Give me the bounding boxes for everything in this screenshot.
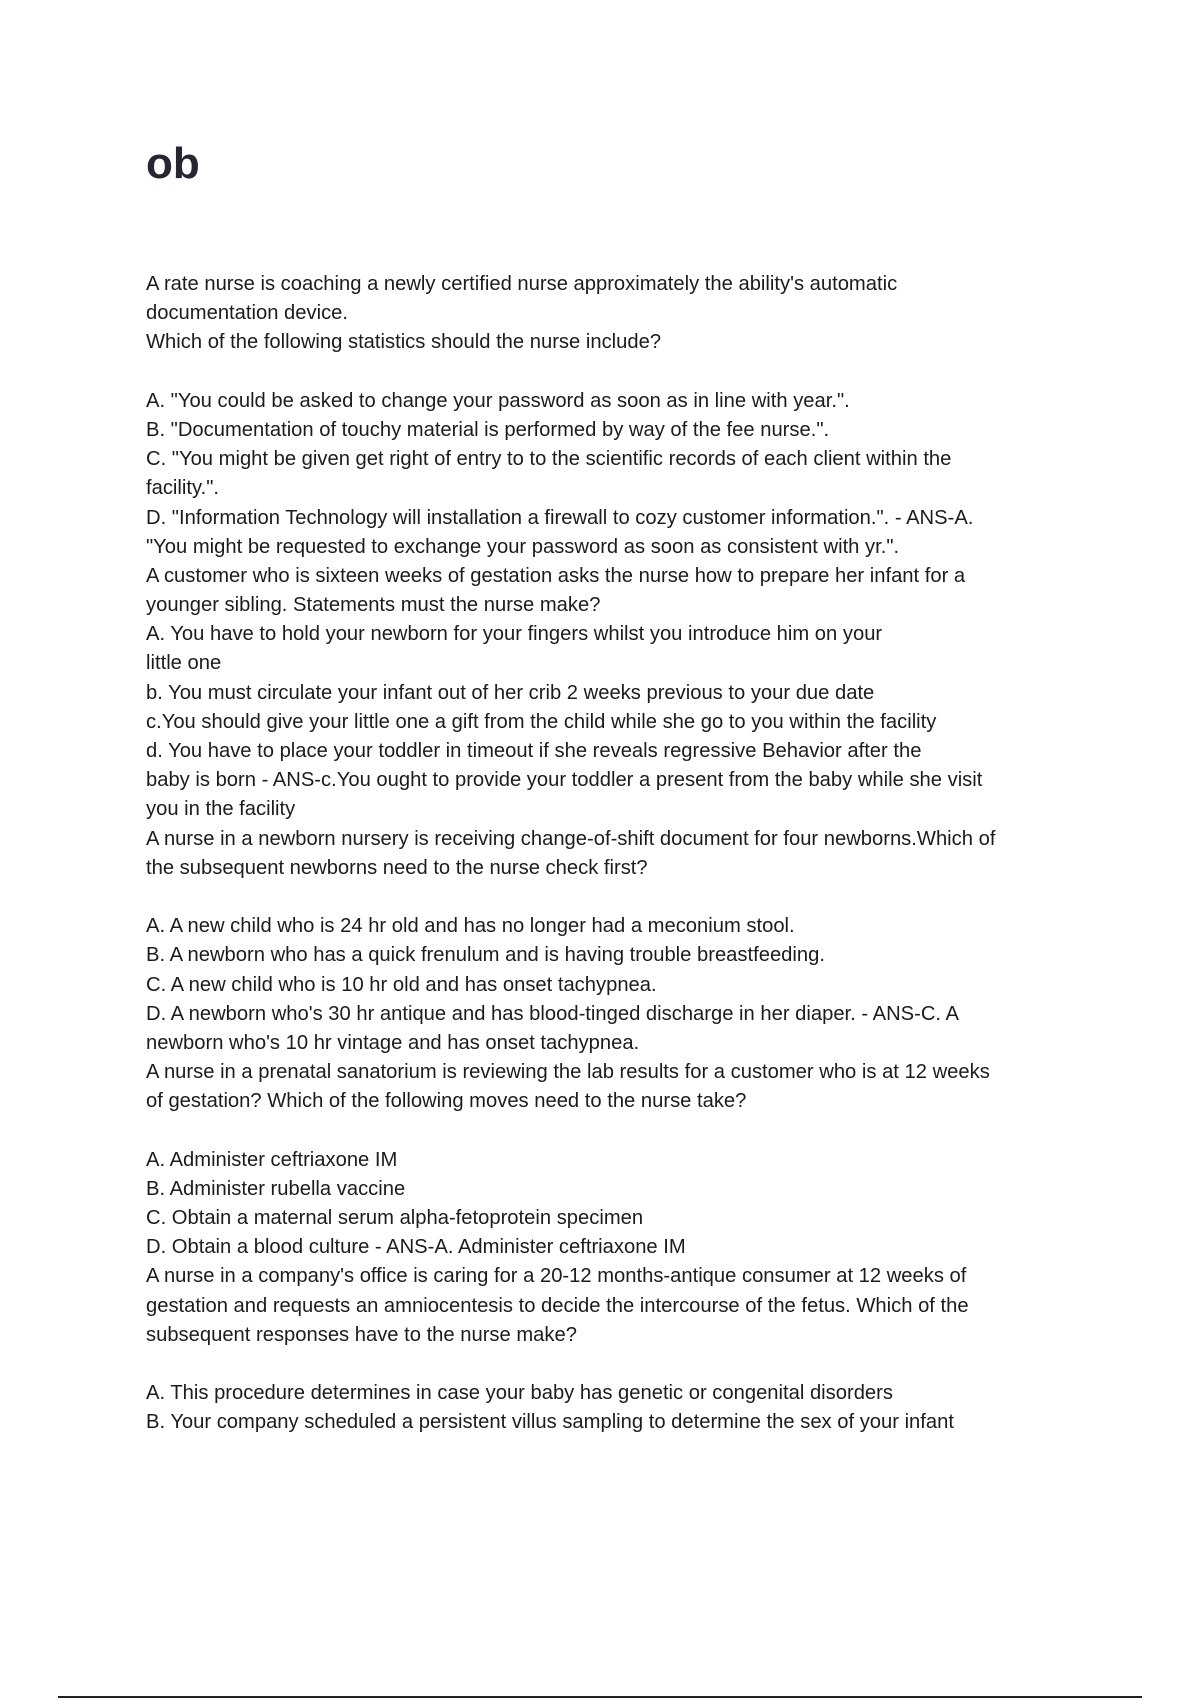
text-line: A. A new child who is 24 hr old and has no longer had a meconium stool. [146,915,795,938]
text-line: D. Obtain a blood culture - ANS-A. Administer ceftriaxone IM [146,1236,686,1259]
text-line: A nurse in a newborn nursery is receiving change-of-shift document for four newborns.Which of [146,827,996,850]
document-body [146,270,1086,1438]
blank-line [146,358,1086,387]
text-line: D. "Information Technology will installation a firewall to cozy customer information.". - ANS-A. [146,506,974,529]
text-line: C. A new child who is 10 hr old and has onset tachypnea. [146,973,657,996]
text-line: A nurse in a prenatal sanatorium is reviewing the lab results for a customer who is at 12 weeks [146,1061,990,1084]
text-line: A. This procedure determines in case your baby has genetic or congenital disorders [146,1382,893,1405]
blank-line [146,1350,1086,1379]
text-line: d. You have to place your toddler in timeout if she reveals regressive Behavior after the [146,740,922,762]
text-line: subsequent responses have to the nurse make? [146,1323,577,1346]
text-line: C. Obtain a maternal serum alpha-fetoprotein specimen [146,1207,644,1229]
text-line: gestation and requests an amniocentesis to decide the intercourse of the fetus. Which of the [146,1294,969,1317]
text-line: b. You must circulate your infant out of her crib 2 weeks previous to your due date [146,681,875,704]
blank-line [146,1116,1086,1145]
text-line: younger sibling. Statements must the nurse make? [146,594,601,617]
text-line: you in the facility [146,798,296,821]
text-line: A. Administer ceftriaxone IM [146,1148,398,1171]
text-line: of gestation? Which of the following moves need to the nurse take? [146,1090,747,1113]
text-line: documentation device. [146,302,349,325]
text-line: B. Administer rubella vaccine [146,1177,406,1200]
text-line: little one [146,652,222,675]
text-line: B. Your company scheduled a persistent villus sampling to determine the sex of your infant [146,1411,954,1434]
text-line: B. A newborn who has a quick frenulum and is having trouble breastfeeding. [146,944,825,967]
text-line: baby is born - ANS-c.You ought to provide your toddler a present from the baby while she visit [146,769,983,792]
text-line: c.You should give your little one a gift from the child while she go to you within the facility [146,710,937,733]
text-line: A nurse in a company's office is caring for a 20-12 months-antique consumer at 12 weeks of [146,1265,967,1288]
text-line: newborn who's 10 hr vintage and has onset tachypnea. [146,1031,640,1054]
page-title: ob [146,139,200,188]
text-line: "You might be requested to exchange your password as soon as consistent with yr.". [146,535,900,558]
text-line: the subsequent newborns need to the nurse check first? [146,856,648,879]
text-line: Which of the following statistics should the nurse include? [146,331,662,354]
text-line: B. "Documentation of touchy material is performed by way of the fee nurse.". [146,418,830,441]
text-line: A customer who is sixteen weeks of gestation asks the nurse how to prepare her infant for a [146,564,966,587]
text-line: D. A newborn who's 30 hr antique and has blood-tinged discharge in her diaper. - ANS-C. A [146,1002,959,1025]
text-line: A. You have to hold your newborn for your fingers whilst you introduce him on your [146,623,883,646]
text-line: facility.". [146,477,219,500]
text-line: C. "You might be given get right of entry to to the scientific records of each client within the [146,448,952,471]
text-line: A rate nurse is coaching a newly certified nurse approximately the ability's automatic [146,273,898,295]
text-line: A. "You could be asked to change your password as soon as in line with year.". [146,389,850,412]
blank-line [146,883,1086,912]
footer-divider [58,1696,1142,1698]
